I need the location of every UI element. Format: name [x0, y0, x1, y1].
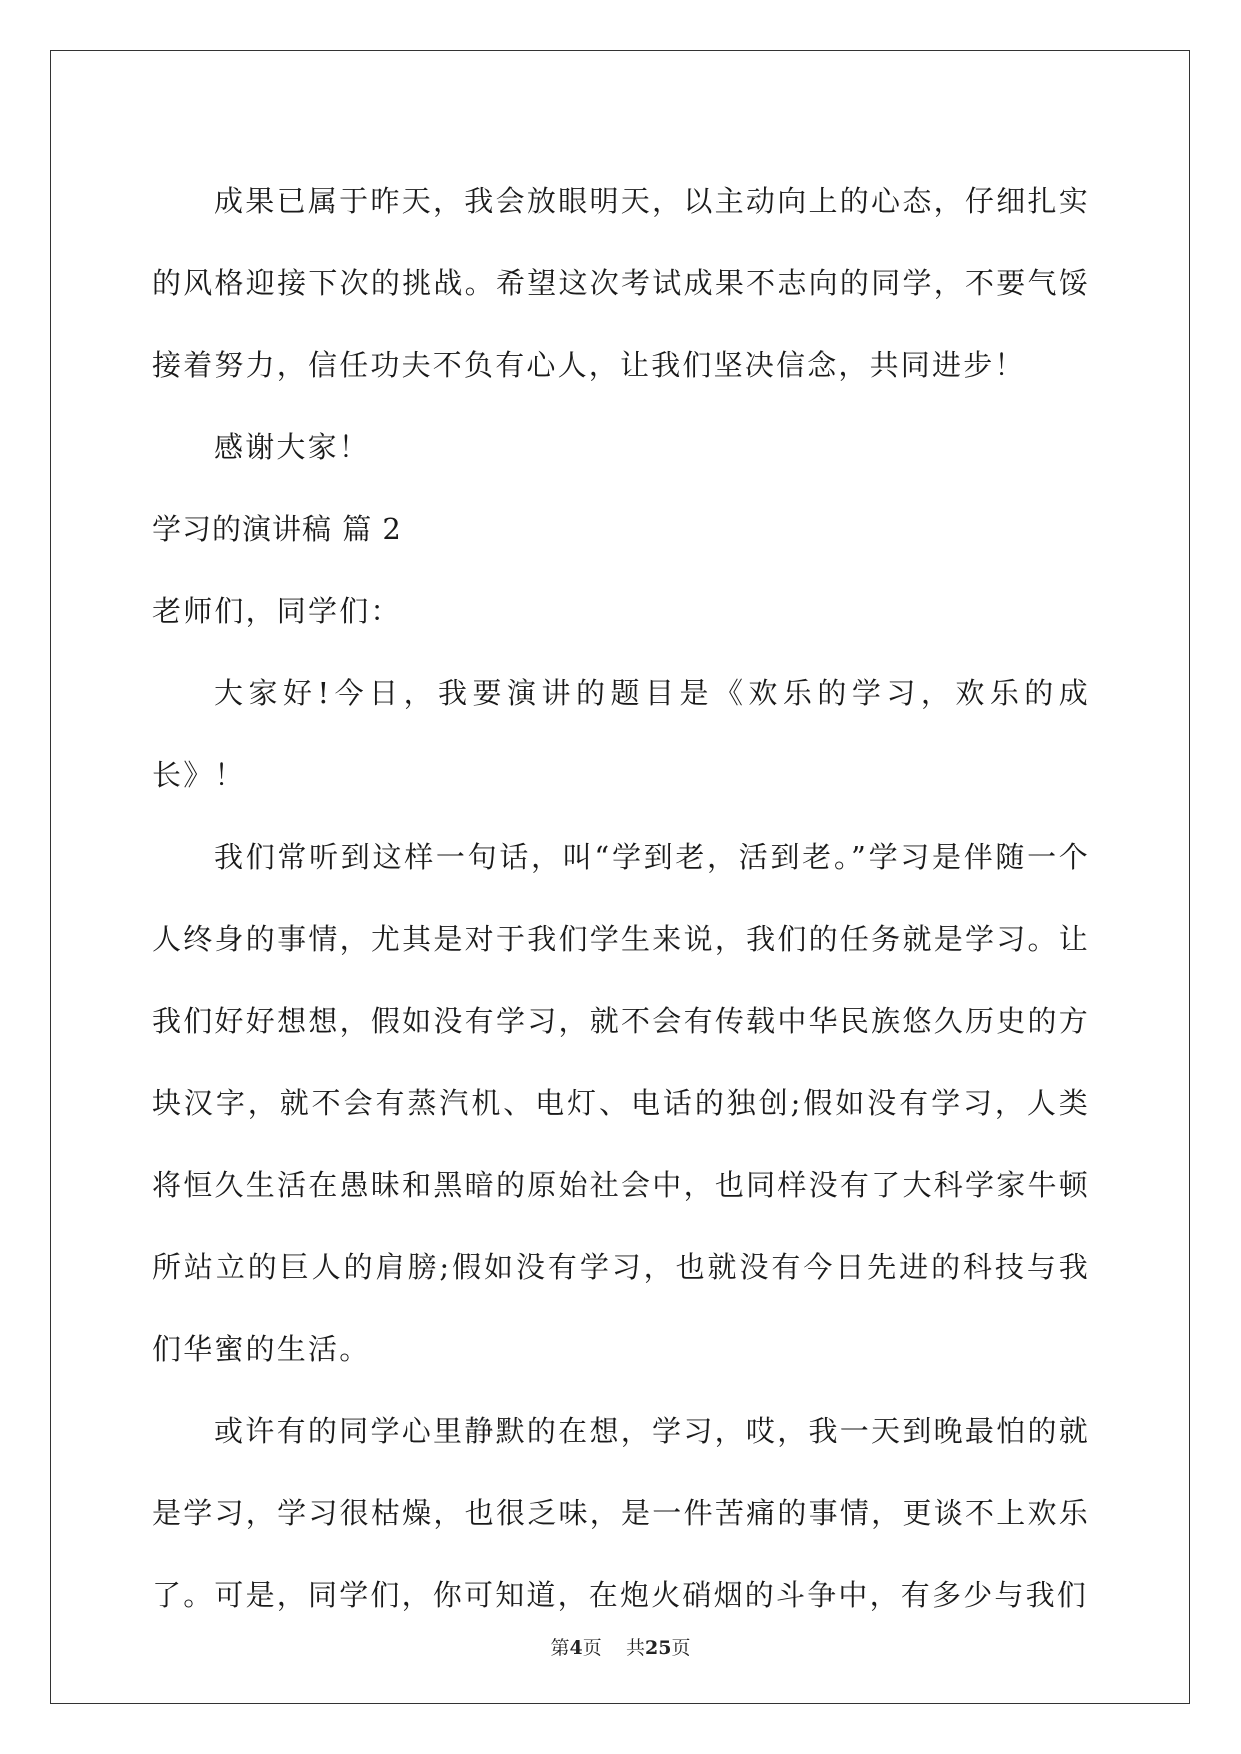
total-pages: 25	[644, 1637, 672, 1659]
paragraph-conclusion: 成果已属于昨天，我会放眼明天，以主动向上的心态，仔细扎实的风格迎接下次的挑战。希望这次考试成果不志向的同学，不要气馁接着努力，信任功夫不负有心人，让我们坚决信念，共同进步！	[152, 184, 1090, 382]
paragraph-learning-difficulty: 或许有的同学心里静默的在想，学习，哎，我一天到晚最怕的就是学习，学习很枯燥，也很乏味，是一件苦痛的事情，更谈不上欢乐了。可是，同学们，你可知道，在炮火硝烟的斗争中，有多少与我们	[152, 1414, 1090, 1612]
page-number: 4	[569, 1637, 583, 1659]
section-heading: 学习的演讲稿 篇 2	[152, 512, 402, 546]
page-suffix: 页	[582, 1637, 602, 1659]
salutation: 老师们，同学们：	[152, 594, 402, 628]
total-suffix: 页	[671, 1637, 691, 1659]
total-prefix: 共	[625, 1637, 645, 1659]
page-footer	[0, 1633, 1241, 1660]
page-prefix: 第	[550, 1637, 570, 1659]
paragraph-learning-importance: 我们常听到这样一句话，叫“学到老，活到老。”学习是伴随一个人终身的事情，尤其是对于我们学生来说，我们的任务就是学习。让我们好好想想，假如没有学习，就不会有传载中华民族悠久历史的方块汉字，就不会有蒸汽机、电灯、电话的独创;假如没有学习，人类将恒久生活在愚昧和黑暗的原始社会中，也同样没有了大科学家牛顿所站立的巨人的肩膀;假如没有学习，也就没有今日先进的科技与我们华蜜的生活。	[152, 840, 1090, 1366]
document-body	[152, 160, 1090, 1636]
paragraph-greeting: 大家好!今日，我要演讲的题目是《欢乐的学习，欢乐的成长》！	[152, 676, 1090, 792]
paragraph-thanks: 感谢大家！	[214, 430, 371, 464]
